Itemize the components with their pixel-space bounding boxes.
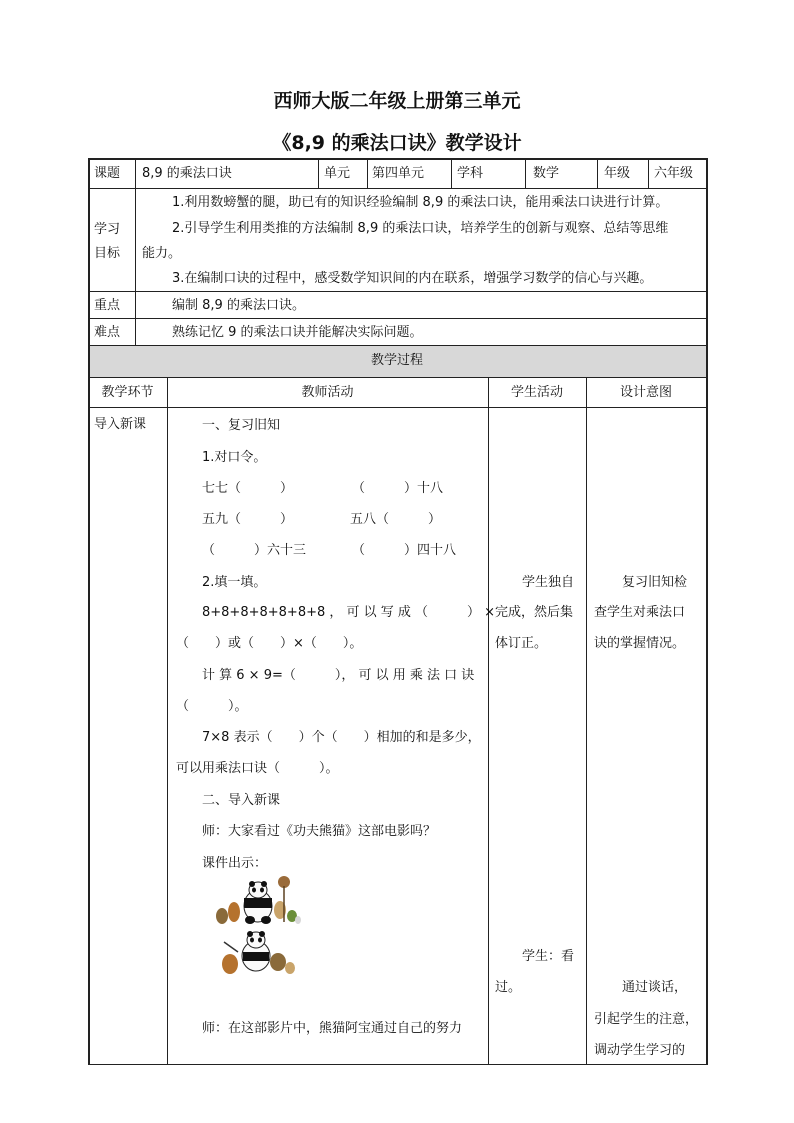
objective-item: 能力。 xyxy=(142,246,182,261)
fill-item: 7×8 表示（ ）个（ ）相加的和是多少， xyxy=(202,730,481,745)
col-teacher-header: 教师活动 xyxy=(301,385,354,400)
oral-item: （ ）四十八 xyxy=(352,543,457,558)
grade-value: 六年级 xyxy=(654,166,694,181)
table-rule xyxy=(88,345,707,346)
student-activity: 学生独自 xyxy=(522,575,575,590)
grade-label: 年级 xyxy=(604,166,631,181)
fill-item: （ ）或（ ）×（ ）。 xyxy=(176,636,363,651)
process-title: 教学过程 xyxy=(370,353,423,368)
objectives-label: 目标 xyxy=(94,246,121,261)
topic-label: 课题 xyxy=(94,166,121,181)
step-label: 1.对口令。 xyxy=(202,450,267,465)
student-activity: 学生：看 xyxy=(522,949,575,964)
teacher-question: 师：大家看过《功夫熊猫》这部电影吗？ xyxy=(202,824,437,839)
unit-value: 第四单元 xyxy=(372,166,425,181)
student-activity: 体订正。 xyxy=(495,636,548,651)
objectives-label: 学习 xyxy=(94,222,121,237)
table-border-left xyxy=(88,158,90,1065)
table-rule xyxy=(488,377,489,1064)
oral-item: （ ）六十三 xyxy=(202,543,307,558)
objective-item: 2.引导学生利用类推的方法编制 8,9 的乘法口诀，培养学生的创新与观察、总结等思维 xyxy=(172,221,669,236)
col-stage-header: 教学环节 xyxy=(101,385,154,400)
unit-label: 单元 xyxy=(324,166,351,181)
design-intent: 通过谈话， xyxy=(622,980,688,995)
design-intent: 查学生对乘法口 xyxy=(594,605,686,620)
table-rule xyxy=(88,407,707,408)
table-rule xyxy=(135,188,136,345)
key-point-value: 编制 8,9 的乘法口诀。 xyxy=(172,298,305,313)
oral-item: 七七（ ） xyxy=(202,481,294,496)
subject-label: 学科 xyxy=(457,166,484,181)
col-intent-header: 设计意图 xyxy=(619,385,672,400)
oral-item: （ ）十八 xyxy=(352,481,444,496)
table-rule xyxy=(88,318,707,319)
step-label: 2.填一填。 xyxy=(202,575,267,590)
difficulty-value: 熟练记忆 9 的乘法口诀并能解决实际问题。 xyxy=(172,325,423,340)
objective-item: 3.在编制口诀的过程中，感受数学知识间的内在联系，增强学习数学的信心与兴趣。 xyxy=(172,271,653,286)
table-border-top xyxy=(88,158,707,160)
topic-value: 8,9 的乘法口诀 xyxy=(142,166,232,181)
objective-item: 1.利用数螃蟹的腿，助已有的知识经验编制 8,9 的乘法口诀，能用乘法口诀进行计算。 xyxy=(172,195,669,210)
subject-value: 数学 xyxy=(533,166,560,181)
section-heading: 一、复习旧知 xyxy=(202,418,281,433)
courseware-label: 课件出示： xyxy=(202,856,268,871)
fill-item: 可以用乘法口诀（ ）。 xyxy=(176,761,339,776)
document-subtitle: 《8,9 的乘法口诀》教学设计 xyxy=(272,132,522,154)
table-rule xyxy=(88,291,707,292)
table-rule xyxy=(586,377,587,1064)
table-border-right xyxy=(706,158,708,1065)
student-activity: 完成，然后集 xyxy=(495,605,574,620)
table-rule xyxy=(525,158,526,188)
col-student-header: 学生活动 xyxy=(510,385,563,400)
table-rule xyxy=(88,377,707,378)
key-point-label: 重点 xyxy=(94,298,121,313)
fill-item: 8+8+8+8+8+8+8 ， 可 以 写 成 （ ） × xyxy=(202,605,496,620)
oral-item: 五八（ ） xyxy=(350,512,442,527)
student-activity: 过。 xyxy=(495,980,522,995)
table-rule xyxy=(367,158,368,188)
design-intent: 引起学生的注意， xyxy=(594,1012,699,1027)
table-rule xyxy=(318,158,319,188)
oral-item: 五九（ ） xyxy=(202,512,294,527)
design-intent: 复习旧知检 xyxy=(622,575,688,590)
design-intent: 诀的掌握情况。 xyxy=(594,636,686,651)
table-rule xyxy=(88,188,707,189)
stage-name: 导入新课 xyxy=(94,417,147,432)
table-border-bottom xyxy=(88,1064,707,1065)
table-rule xyxy=(451,158,452,188)
kung-fu-panda-image xyxy=(208,876,308,982)
table-rule xyxy=(135,158,136,188)
table-rule xyxy=(648,158,649,188)
table-rule xyxy=(167,377,168,1064)
table-rule xyxy=(597,158,598,188)
fill-item: （ ）。 xyxy=(176,699,248,714)
section-heading: 二、导入新课 xyxy=(202,793,281,808)
document-title: 西师大版二年级上册第三单元 xyxy=(273,90,521,112)
fill-item: 计 算 6 × 9=（ ）， 可 以 用 乘 法 口 诀 xyxy=(202,668,475,683)
teacher-question: 师：在这部影片中，熊猫阿宝通过自己的努力 xyxy=(202,1021,463,1036)
difficulty-label: 难点 xyxy=(94,325,121,340)
design-intent: 调动学生学习的 xyxy=(594,1043,686,1058)
